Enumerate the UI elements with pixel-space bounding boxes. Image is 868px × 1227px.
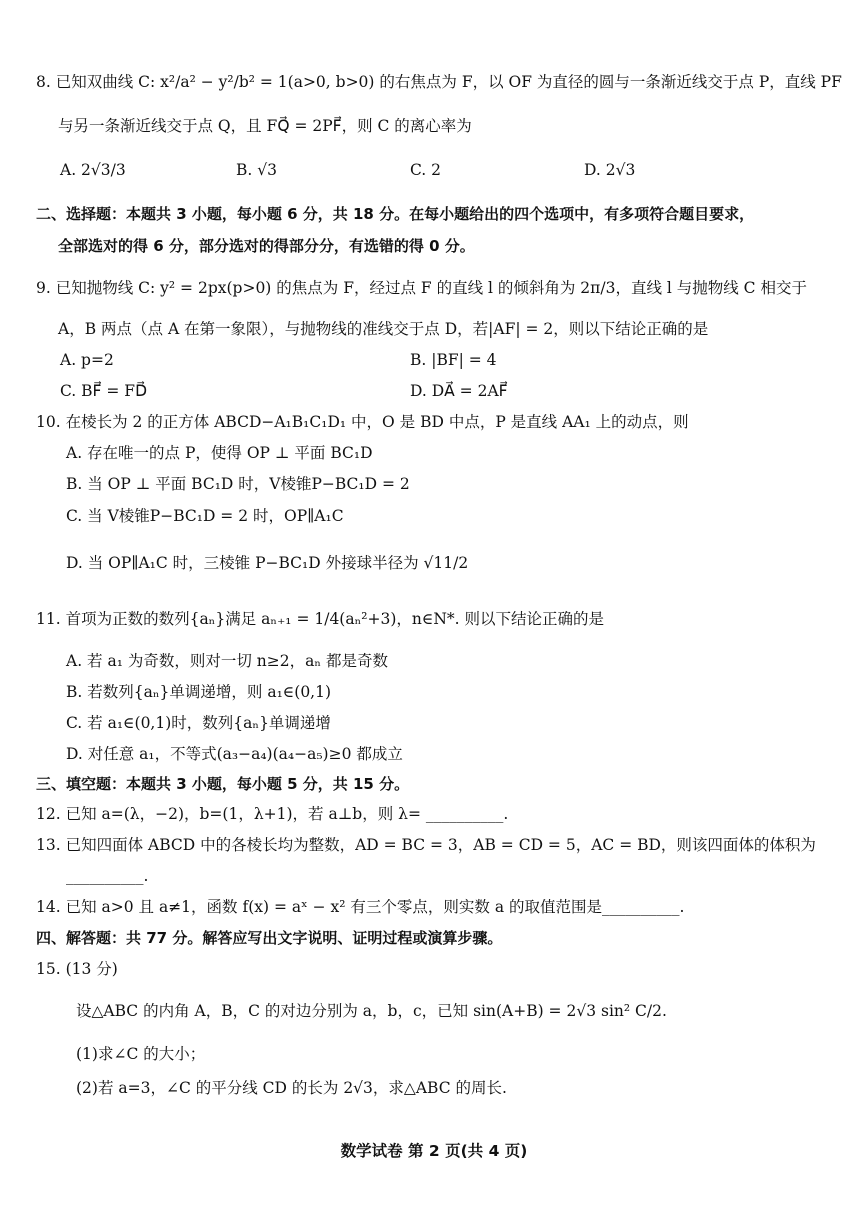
q10-option-b: B. 当 OP ⊥ 平面 BC₁D 时，V棱锥P−BC₁D = 2 <box>66 475 410 493</box>
section2-heading-line2: 全部选对的得 6 分，部分选对的得部分分，有选错的得 0 分。 <box>58 237 475 255</box>
q9-line1: 9. 已知抛物线 C: y² = 2px(p>0) 的焦点为 F，经过点 F 的直线 l 的倾斜角为 2π/3，直线 l 与抛物线 C 相交于 <box>36 279 807 297</box>
q8-option-a: A. 2√3/3 <box>60 161 126 179</box>
q15-heading: 15. (13 分) <box>36 960 118 978</box>
q8-line1: 8. 已知双曲线 C: x²/a² − y²/b² = 1(a>0, b>0) 的右焦点为 F，以 OF 为直径的圆与一条渐近线交于点 P，直线 PF <box>36 73 842 91</box>
q8-line2: 与另一条渐近线交于点 Q，且 FQ⃗ = 2PF⃗，则 C 的离心率为 <box>58 117 472 135</box>
q9-option-c: C. BF⃗ = FD⃗ <box>60 382 147 400</box>
q15-part1: (1)求∠C 的大小； <box>76 1045 206 1063</box>
section3-heading: 三、填空题：本题共 3 小题，每小题 5 分，共 15 分。 <box>36 775 410 793</box>
q8-option-d: D. 2√3 <box>584 161 636 179</box>
q12-text: 12. 已知 a=(λ，−2)，b=(1，λ+1)，若 a⊥b，则 λ= __________. <box>36 805 509 823</box>
q9-line2: A，B 两点（点 A 在第一象限），与抛物线的准线交于点 D，若|AF| = 2，则以下结论正确的是 <box>58 320 709 338</box>
q11-option-c: C. 若 a₁∈(0,1)时，数列{aₙ}单调递增 <box>66 714 331 732</box>
q11-option-a: A. 若 a₁ 为奇数，则对一切 n≥2，aₙ 都是奇数 <box>66 652 388 670</box>
q8-option-b: B. √3 <box>236 161 277 179</box>
q14-text: 14. 已知 a>0 且 a≠1，函数 f(x) = aˣ − x² 有三个零点，则实数 a 的取值范围是__________. <box>36 898 685 916</box>
page-footer: 数学试卷 第 2 页(共 4 页) <box>340 1142 528 1160</box>
q8-option-c: C. 2 <box>410 161 442 179</box>
section2-heading-line1: 二、选择题：本题共 3 小题，每小题 6 分，共 18 分。在每小题给出的四个选项中，有多项符合题目要求， <box>36 205 755 223</box>
q15-stem: 设△ABC 的内角 A，B，C 的对边分别为 a，b，c，已知 sin(A+B) = 2√3 sin² C/2. <box>76 1002 667 1020</box>
q11-line1: 11. 首项为正数的数列{aₙ}满足 aₙ₊₁ = 1/4(aₙ²+3)，n∈N*. 则以下结论正确的是 <box>36 610 605 628</box>
q10-line1: 10. 在棱长为 2 的正方体 ABCD−A₁B₁C₁D₁ 中，O 是 BD 中点，P 是直线 AA₁ 上的动点，则 <box>36 413 689 431</box>
q9-option-a: A. p=2 <box>60 351 114 369</box>
q11-option-d: D. 对任意 a₁，不等式(a₃−a₄)(a₄−a₅)≥0 都成立 <box>66 745 403 763</box>
q13-line1: 13. 已知四面体 ABCD 中的各棱长均为整数，AD = BC = 3，AB = CD = 5，AC = BD，则该四面体的体积为 <box>36 836 816 854</box>
q10-option-a: A. 存在唯一的点 P，使得 OP ⊥ 平面 BC₁D <box>66 444 373 462</box>
q9-option-d: D. DA⃗ = 2AF⃗ <box>410 382 508 400</box>
q10-option-d: D. 当 OP∥A₁C 时，三棱锥 P−BC₁D 外接球半径为 √11/2 <box>66 554 469 572</box>
section4-heading: 四、解答题：共 77 分。解答应写出文字说明、证明过程或演算步骤。 <box>36 929 503 947</box>
q13-answer-blank: __________. <box>66 867 149 885</box>
q15-part2: (2)若 a=3，∠C 的平分线 CD 的长为 2√3，求△ABC 的周长. <box>76 1079 507 1097</box>
q9-option-b: B. |BF| = 4 <box>410 351 497 369</box>
q10-option-c: C. 当 V棱锥P−BC₁D = 2 时，OP∥A₁C <box>66 507 344 525</box>
q11-option-b: B. 若数列{aₙ}单调递增，则 a₁∈(0,1) <box>66 683 332 701</box>
